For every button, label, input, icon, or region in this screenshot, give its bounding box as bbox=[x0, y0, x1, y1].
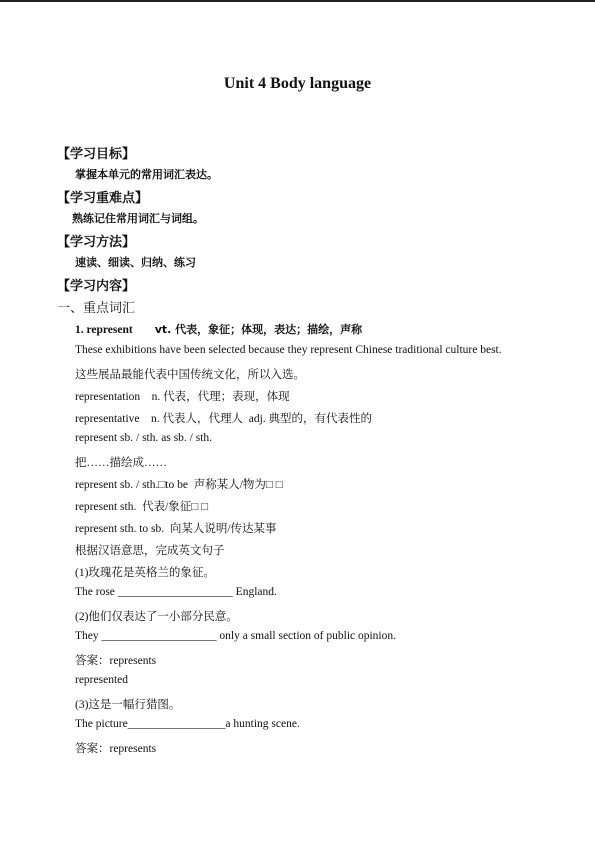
question-1-chinese: (1)玫瑰花是英格兰的象征。 bbox=[75, 567, 215, 579]
goal-text: 掌握本单元的常用词汇表达。 bbox=[75, 168, 218, 181]
entry-line bbox=[75, 321, 362, 337]
part-one-heading: 一、重点词汇 bbox=[57, 301, 136, 316]
phrase-represent-to-sb: represent sth. to sb. 向某人说明/传达某事 bbox=[75, 523, 277, 535]
goal-heading: 【学习目标】 bbox=[57, 147, 136, 162]
exercise-instruction: 根据汉语意思，完成英文句子 bbox=[75, 545, 225, 557]
answer-1: 答案：represents bbox=[75, 655, 157, 667]
entry-headword: 1. represent bbox=[75, 324, 133, 336]
difficulty-heading: 【学习重难点】 bbox=[57, 191, 149, 206]
question-2-chinese: (2)他们仅表达了一小部分民意。 bbox=[75, 611, 238, 623]
answer-2: represented bbox=[75, 674, 128, 686]
answer-3: 答案：represents bbox=[75, 743, 157, 755]
phrase-represent-sth: represent sth. 代表/象征□ □ bbox=[75, 501, 209, 513]
difficulty-text: 熟练记住常用词汇与词组。 bbox=[72, 212, 204, 225]
derivative-representative: representative n. 代表人，代理人 adj. 典型的，有代表性的 bbox=[75, 413, 373, 425]
derivative-representation: representation n. 代表，代理；表现，体现 bbox=[75, 391, 290, 403]
question-3-english: The picture_________________a hunting scene. bbox=[75, 718, 300, 730]
top-rule bbox=[0, 0, 595, 2]
question-3-chinese: (3)这是一幅行猎图。 bbox=[75, 699, 181, 711]
phrase-represent-as: represent sb. / sth. as sb. / sth. bbox=[75, 432, 213, 444]
question-1-english: The rose ____________________ England. bbox=[75, 586, 277, 598]
example-english: These exhibitions have been selected because they represent Chinese traditional culture best. bbox=[75, 344, 502, 356]
page-title: Unit 4 Body language bbox=[223, 75, 372, 92]
phrase-represent-to-be: represent sb. / sth.□to be 声称某人/物为□ □ bbox=[75, 479, 283, 491]
example-chinese: 这些展品最能代表中国传统文化，所以入选。 bbox=[75, 369, 305, 381]
method-heading: 【学习方法】 bbox=[57, 235, 136, 250]
phrase-represent-as-meaning: 把……描绘成…… bbox=[75, 457, 167, 469]
question-2-english: They ____________________ only a small section of public opinion. bbox=[75, 630, 397, 642]
content-heading: 【学习内容】 bbox=[57, 279, 136, 294]
entry-definition: vt. 代表，象征；体现，表达；描绘，声称 bbox=[154, 323, 363, 336]
method-text: 速读、细读、归纳、练习 bbox=[75, 256, 196, 269]
